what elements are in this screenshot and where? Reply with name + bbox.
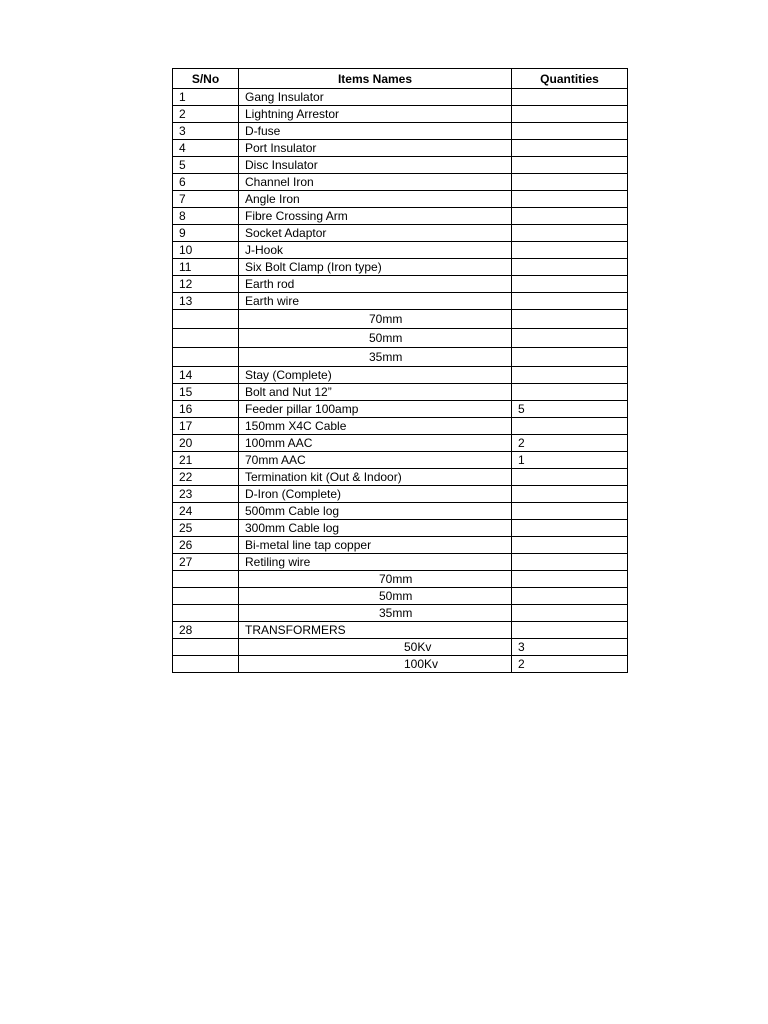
cell-item-name: Socket Adaptor (239, 225, 512, 242)
cell-item-subvalue: 50mm (369, 331, 403, 345)
cell-quantity (512, 276, 628, 293)
cell-quantity (512, 418, 628, 435)
table-row (173, 140, 628, 157)
table-row (173, 259, 628, 276)
cell-sno: 3 (173, 123, 239, 140)
table-row (173, 384, 628, 401)
cell-item-name: 70mm AAC (239, 452, 512, 469)
cell-item-name (239, 656, 512, 673)
cell-quantity (512, 225, 628, 242)
cell-quantity (512, 605, 628, 622)
cell-quantity (512, 310, 628, 329)
cell-sno: 17 (173, 418, 239, 435)
cell-item-subvalue: 35mm (369, 350, 403, 364)
table-row (173, 293, 628, 310)
table-row (173, 329, 628, 348)
cell-item-name: Gang Insulator (239, 89, 512, 106)
header-sno: S/No (173, 69, 239, 89)
cell-sno: 5 (173, 157, 239, 174)
table-body (173, 89, 628, 673)
cell-sno: 26 (173, 537, 239, 554)
cell-item-name: 100mm AAC (239, 435, 512, 452)
table-row (173, 639, 628, 656)
cell-item-name (239, 571, 512, 588)
cell-item-name: Port Insulator (239, 140, 512, 157)
cell-item-subvalue: 70mm (369, 312, 403, 326)
cell-item-name (239, 588, 512, 605)
cell-item-name: Bolt and Nut 12” (239, 384, 512, 401)
cell-quantity (512, 520, 628, 537)
table-row (173, 276, 628, 293)
cell-item-name: 500mm Cable log (239, 503, 512, 520)
cell-quantity (512, 140, 628, 157)
cell-item-name: Fibre Crossing Arm (239, 208, 512, 225)
cell-sno: 27 (173, 554, 239, 571)
cell-sno: 8 (173, 208, 239, 225)
cell-item-name: Channel Iron (239, 174, 512, 191)
cell-sno (173, 605, 239, 622)
cell-quantity (512, 469, 628, 486)
table-row (173, 520, 628, 537)
table-row (173, 452, 628, 469)
cell-quantity (512, 293, 628, 310)
cell-sno: 12 (173, 276, 239, 293)
cell-sno (173, 639, 239, 656)
table-row (173, 537, 628, 554)
cell-item-name: Six Bolt Clamp (Iron type) (239, 259, 512, 276)
table-row (173, 486, 628, 503)
cell-quantity (512, 554, 628, 571)
table-row (173, 89, 628, 106)
cell-quantity (512, 571, 628, 588)
header-quantities: Quantities (512, 69, 628, 89)
table-row (173, 469, 628, 486)
cell-item-name: Lightning Arrestor (239, 106, 512, 123)
table-row (173, 123, 628, 140)
cell-quantity (512, 191, 628, 208)
cell-sno (173, 310, 239, 329)
table-row (173, 367, 628, 384)
cell-sno (173, 656, 239, 673)
table-row (173, 401, 628, 418)
cell-quantity (512, 259, 628, 276)
cell-sno: 4 (173, 140, 239, 157)
cell-item-name: TRANSFORMERS (239, 622, 512, 639)
cell-sno (173, 588, 239, 605)
table-row (173, 348, 628, 367)
cell-item-subvalue: 70mm (379, 572, 413, 586)
cell-quantity (512, 503, 628, 520)
cell-sno: 6 (173, 174, 239, 191)
cell-item-name: 150mm X4C Cable (239, 418, 512, 435)
cell-sno: 23 (173, 486, 239, 503)
cell-item-name: Termination kit (Out & Indoor) (239, 469, 512, 486)
cell-quantity: 1 (512, 452, 628, 469)
cell-item-name: Retiling wire (239, 554, 512, 571)
cell-sno (173, 348, 239, 367)
cell-sno (173, 571, 239, 588)
cell-item-subvalue: 35mm (379, 606, 413, 620)
cell-sno: 24 (173, 503, 239, 520)
table-row (173, 588, 628, 605)
cell-item-name: Feeder pillar 100amp (239, 401, 512, 418)
table-row (173, 622, 628, 639)
cell-item-name: Stay (Complete) (239, 367, 512, 384)
table-row (173, 435, 628, 452)
table-row (173, 310, 628, 329)
cell-sno: 1 (173, 89, 239, 106)
cell-sno: 25 (173, 520, 239, 537)
cell-item-name: Disc Insulator (239, 157, 512, 174)
cell-item-name: Bi-metal line tap copper (239, 537, 512, 554)
cell-item-name (239, 329, 512, 348)
cell-item-name (239, 348, 512, 367)
cell-sno: 21 (173, 452, 239, 469)
cell-item-name: D-fuse (239, 123, 512, 140)
cell-quantity (512, 174, 628, 191)
header-item-names: Items Names (239, 69, 512, 89)
table-row (173, 242, 628, 259)
cell-sno: 28 (173, 622, 239, 639)
items-table (172, 68, 628, 673)
cell-quantity (512, 348, 628, 367)
cell-quantity: 5 (512, 401, 628, 418)
cell-quantity (512, 242, 628, 259)
cell-item-name: Earth wire (239, 293, 512, 310)
cell-sno (173, 329, 239, 348)
cell-item-name: 300mm Cable log (239, 520, 512, 537)
cell-quantity: 2 (512, 435, 628, 452)
cell-sno: 13 (173, 293, 239, 310)
cell-quantity (512, 537, 628, 554)
table-row (173, 503, 628, 520)
table-row (173, 106, 628, 123)
cell-sno: 2 (173, 106, 239, 123)
table-header-row (173, 69, 628, 89)
cell-sno: 15 (173, 384, 239, 401)
table-row (173, 174, 628, 191)
cell-sno: 7 (173, 191, 239, 208)
table-row (173, 554, 628, 571)
items-sheet (172, 68, 628, 673)
cell-item-name (239, 605, 512, 622)
cell-quantity (512, 384, 628, 401)
cell-quantity (512, 329, 628, 348)
cell-quantity (512, 622, 628, 639)
table-row (173, 191, 628, 208)
table-row (173, 418, 628, 435)
cell-item-name (239, 639, 512, 656)
cell-item-subvalue: 50Kv (404, 640, 432, 654)
cell-item-name: Earth rod (239, 276, 512, 293)
cell-item-subvalue: 100Kv (404, 657, 439, 671)
cell-sno: 10 (173, 242, 239, 259)
cell-sno: 11 (173, 259, 239, 276)
cell-sno: 22 (173, 469, 239, 486)
cell-item-name (239, 310, 512, 329)
table-row (173, 208, 628, 225)
cell-quantity (512, 588, 628, 605)
table-row (173, 605, 628, 622)
cell-quantity (512, 157, 628, 174)
cell-quantity (512, 89, 628, 106)
cell-sno: 20 (173, 435, 239, 452)
table-row (173, 225, 628, 242)
cell-quantity (512, 486, 628, 503)
cell-item-name: D-Iron (Complete) (239, 486, 512, 503)
cell-sno: 9 (173, 225, 239, 242)
cell-quantity: 3 (512, 639, 628, 656)
cell-sno: 14 (173, 367, 239, 384)
cell-quantity (512, 106, 628, 123)
cell-item-name: J-Hook (239, 242, 512, 259)
cell-quantity: 2 (512, 656, 628, 673)
cell-sno: 16 (173, 401, 239, 418)
cell-item-name: Angle Iron (239, 191, 512, 208)
cell-quantity (512, 367, 628, 384)
cell-item-subvalue: 50mm (379, 589, 413, 603)
cell-quantity (512, 208, 628, 225)
cell-quantity (512, 123, 628, 140)
table-row (173, 571, 628, 588)
table-row (173, 157, 628, 174)
table-row (173, 656, 628, 673)
